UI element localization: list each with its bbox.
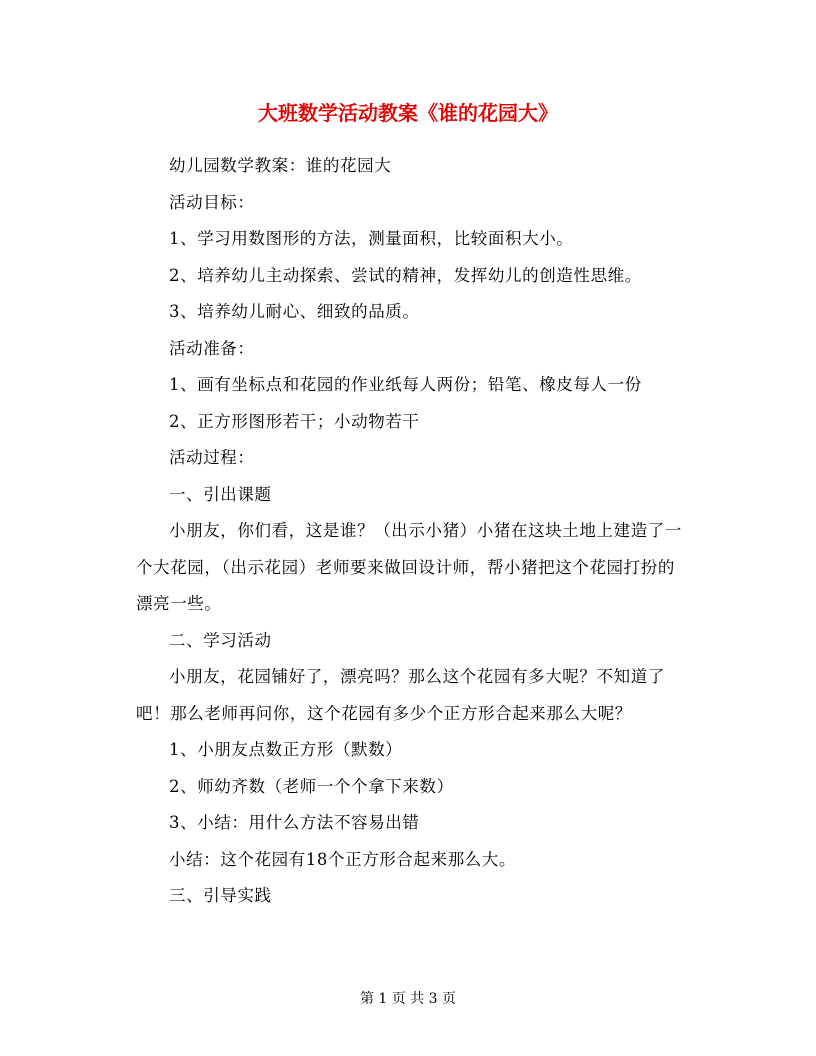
- paragraph: 二、学习活动: [169, 630, 272, 650]
- paragraph: 2、培养幼儿主动探索、尝试的精神，发挥幼儿的创造性思维。: [169, 265, 642, 285]
- paragraph: 1、小朋友点数正方形（默数）: [169, 740, 403, 759]
- paragraph: 一、引出课题: [169, 484, 272, 504]
- paragraph: 小朋友，你们看，这是谁？（出示小猪）小猪在这块土地上建造了一个大花园，（出示花园）老师要来做回设计师，帮小猪把这个花园打扮的漂亮一些。: [136, 521, 682, 613]
- paragraph: 3、培养幼儿耐心、细致的品质。: [169, 302, 420, 321]
- paragraph: 小结：这个花园有18个正方形合起来那么大。: [169, 849, 517, 869]
- document-title: 大班数学活动教案《谁的花园大》: [258, 101, 558, 125]
- paragraph: 1、学习用数图形的方法，测量面积，比较面积大小。: [169, 229, 574, 248]
- paragraph: 2、正方形图形若干；小动物若干: [169, 411, 420, 431]
- paragraph: 活动准备：: [169, 338, 255, 358]
- paragraph: 小朋友，花园铺好了，漂亮吗？那么这个花园有多大呢？不知道了吧！那么老师再问你，这个花园有多少个正方形合起来那么大呢？: [136, 667, 665, 723]
- paragraph: 活动过程：: [169, 448, 255, 467]
- paragraph: 2、师幼齐数（老师一个个拿下来数）: [169, 776, 454, 796]
- page-number-footer: 第 1 页 共 3 页: [359, 991, 457, 1007]
- paragraph: 幼儿园数学教案：谁的花园大: [169, 156, 392, 175]
- document-body: [136, 148, 684, 915]
- paragraph: 1、画有坐标点和花园的作业纸每人两份；铅笔、橡皮每人一份: [169, 375, 642, 394]
- paragraph: 活动目标：: [169, 192, 255, 212]
- paragraph: 三、引导实践: [169, 886, 272, 905]
- paragraph: 3、小结：用什么方法不容易出错: [169, 813, 420, 832]
